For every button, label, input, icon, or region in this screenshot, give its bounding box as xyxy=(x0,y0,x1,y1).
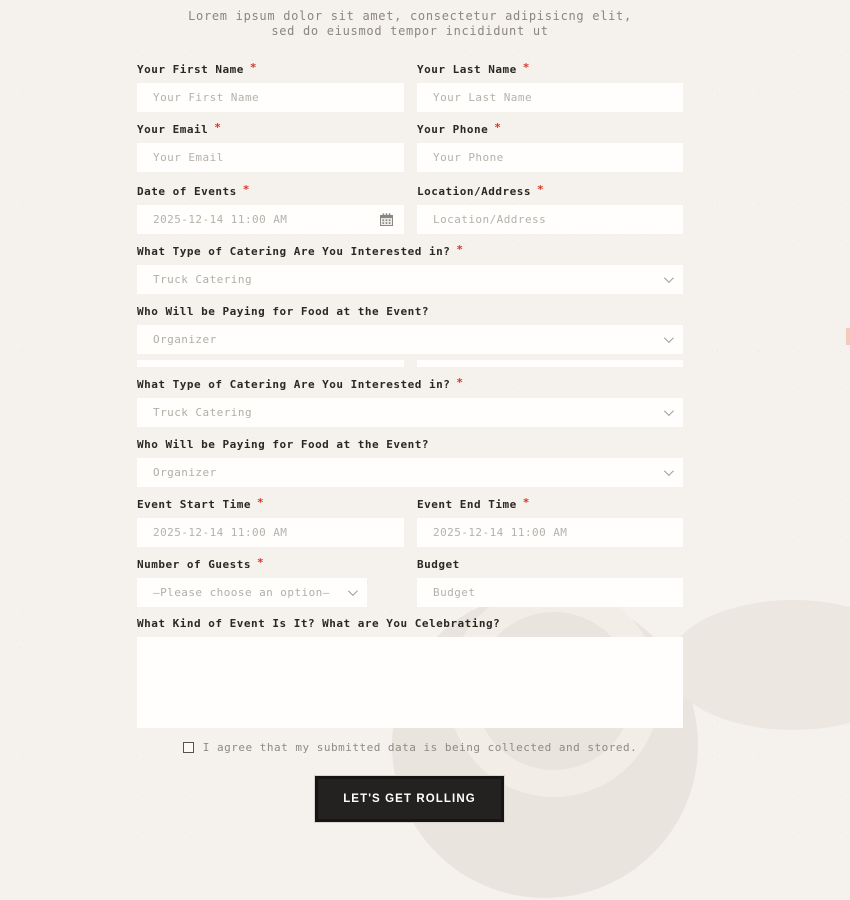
event-kind-textarea[interactable] xyxy=(137,637,683,728)
event-end-field xyxy=(417,498,683,547)
guests-label: Number of Guests * xyxy=(137,556,265,571)
required-asterisk: * xyxy=(242,183,250,196)
phone-input[interactable] xyxy=(417,143,683,172)
paying-select-2[interactable] xyxy=(137,458,683,487)
event-end-input[interactable] xyxy=(417,518,683,547)
required-asterisk: * xyxy=(214,121,222,134)
first-name-field xyxy=(137,63,404,112)
date-of-events-field xyxy=(137,185,404,234)
catering-type-field-2 xyxy=(137,378,683,427)
watermark-ellipse xyxy=(668,600,850,730)
consent-row xyxy=(137,741,683,754)
required-asterisk: * xyxy=(456,243,464,256)
event-kind-field xyxy=(137,617,683,728)
required-asterisk: * xyxy=(536,183,545,196)
required-asterisk: * xyxy=(494,121,502,134)
catering-type-select-2[interactable] xyxy=(137,398,683,427)
phone-label: Your Phone * xyxy=(417,121,502,136)
email-input[interactable] xyxy=(137,143,404,172)
submit-button[interactable]: LET'S GET ROLLING xyxy=(315,776,504,822)
event-start-input[interactable] xyxy=(137,518,404,547)
guests-field xyxy=(137,558,367,607)
intro-line-2: sed do eiusmod tempor incididunt ut xyxy=(271,24,549,38)
location-label: Location/Address * xyxy=(417,183,545,198)
chevron-down-icon xyxy=(664,406,674,416)
last-name-field xyxy=(417,63,683,112)
event-end-label: Event End Time * xyxy=(417,496,530,511)
intro-text xyxy=(137,9,683,39)
budget-field xyxy=(417,558,683,607)
required-asterisk: * xyxy=(249,61,257,74)
chevron-down-icon xyxy=(664,333,674,343)
catering-type-select-1[interactable] xyxy=(137,265,683,294)
catering-type-label-1: What Type of Catering Are You Interested in? * xyxy=(137,243,464,258)
catering-type-field-1 xyxy=(137,245,683,294)
first-name-label: Your First Name * xyxy=(137,61,257,76)
required-asterisk: * xyxy=(522,61,530,74)
consent-checkbox[interactable] xyxy=(183,742,194,753)
date-of-events-input-box xyxy=(137,205,404,234)
edge-artifact xyxy=(846,328,850,345)
email-input-box xyxy=(137,143,404,172)
date-of-events-input[interactable] xyxy=(137,205,404,234)
phone-field xyxy=(417,123,683,172)
chevron-down-icon xyxy=(664,466,674,476)
paying-label-1: Who Will be Paying for Food at the Event? xyxy=(137,305,430,318)
consent-label: I agree that my submitted data is being collected and stored. xyxy=(202,741,638,754)
paying-select-1[interactable] xyxy=(137,325,683,354)
last-name-label: Your Last Name * xyxy=(417,61,530,76)
catering-type-value-1: Truck Catering xyxy=(153,273,253,286)
phone-input-box xyxy=(417,143,683,172)
paying-value-2: Organizer xyxy=(153,466,217,479)
required-asterisk: * xyxy=(256,556,265,569)
email-label: Your Email * xyxy=(137,121,222,136)
chevron-down-icon xyxy=(348,586,358,596)
last-name-input-box xyxy=(417,83,683,112)
calendar-icon[interactable] xyxy=(380,213,393,226)
catering-type-label-2: What Type of Catering Are You Interested in? * xyxy=(137,376,464,391)
required-asterisk: * xyxy=(522,496,530,509)
intro-line-1: Lorem ipsum dolor sit amet, consectetur adipisicng elit, xyxy=(188,9,632,23)
required-asterisk: * xyxy=(456,376,464,389)
event-start-field xyxy=(137,498,404,547)
date-of-events-label: Date of Events * xyxy=(137,183,250,198)
clipped-input-strip-left xyxy=(137,360,404,367)
paying-label-2: Who Will be Paying for Food at the Event? xyxy=(137,438,430,451)
catering-type-value-2: Truck Catering xyxy=(153,406,253,419)
event-start-label: Event Start Time * xyxy=(137,496,265,511)
required-asterisk: * xyxy=(256,496,265,509)
budget-label: Budget xyxy=(417,558,460,571)
chevron-down-icon xyxy=(664,273,674,283)
location-field xyxy=(417,185,683,234)
event-kind-label: What Kind of Event Is It? What are You Celebrating? xyxy=(137,617,501,630)
budget-input[interactable] xyxy=(417,578,683,607)
last-name-input[interactable] xyxy=(417,83,683,112)
first-name-input-box xyxy=(137,83,404,112)
location-input[interactable] xyxy=(417,205,683,234)
email-field xyxy=(137,123,404,172)
event-end-input-box xyxy=(417,518,683,547)
first-name-input[interactable] xyxy=(137,83,404,112)
clipped-input-strip-right xyxy=(417,360,683,367)
paying-field-2 xyxy=(137,438,683,487)
budget-input-box xyxy=(417,578,683,607)
paying-value-1: Organizer xyxy=(153,333,217,346)
location-input-box xyxy=(417,205,683,234)
event-start-input-box xyxy=(137,518,404,547)
paying-field-1 xyxy=(137,305,683,354)
guests-value: —Please choose an option— xyxy=(153,586,330,599)
guests-select[interactable] xyxy=(137,578,367,607)
